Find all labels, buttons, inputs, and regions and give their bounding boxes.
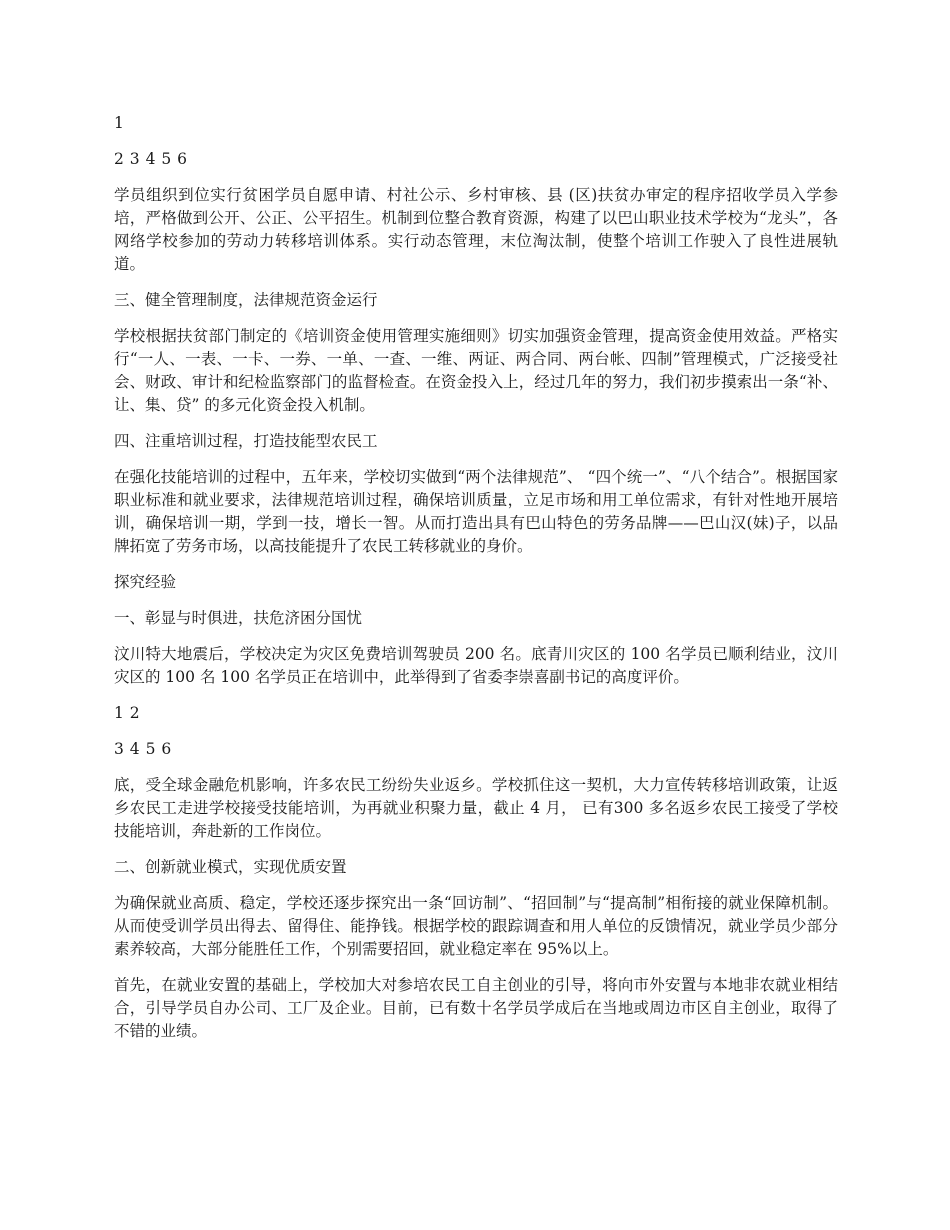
document-body: [114, 112, 838, 1056]
section-heading: 探究经验: [114, 573, 177, 591]
body-paragraph: 首先，在就业安置的基础上，学校加大对参培农民工自主创业的引导，将向市外安置与本地非农就业相结合，引导学员自办公司、工厂及企业。目前，已有数十名学员学成后在当地或周边市区自主创业，取得了不错的业绩。: [114, 976, 838, 1040]
body-paragraph: 为确保就业高质、稳定，学校还逐步探究出一条“回访制”、“招回制”与“提高制”相衔接的就业保障机制。从而使受训学员出得去、留得住、能挣钱。根据学校的跟踪调查和用人单位的反馈情况，就业学员少部分素养较高，大部分能胜任工作，个别需要招回，就业稳定率在 95%以上。: [114, 894, 838, 958]
body-paragraph: 学校根据扶贫部门制定的《培训资金使用管理实施细则》切实加强资金管理，提高资金使用效益。严格实行“一人、一表、一卡、一券、一单、一查、一维、两证、两合同、两台帐、四制”管理模式，广泛接受社会、财政、审计和纪检监察部门的监督检查。在资金投入上，经过几年的努力，我们初步摸索出一条“补、让、集、贷” 的多元化资金投入机制。: [114, 327, 838, 414]
page-number-line: 2 3 4 5 6: [114, 150, 188, 168]
section-heading: 二、创新就业模式，实现优质安置: [114, 858, 347, 876]
body-paragraph: 汶川特大地震后，学校决定为灾区免费培训驾驶员 200 名。底青川灾区的 100 名学员已顺利结业，汶川灾区的 100 名 100 名学员正在培训中，此举得到了省委李崇喜副书记的高度评价。: [114, 645, 838, 686]
body-paragraph: 学员组织到位实行贫困学员自愿申请、村社公示、乡村审核、县 (区)扶贫办审定的程序招收学员入学参培，严格做到公开、公正、公平招生。机制到位整合教育资源，构建了以巴山职业技术学校为“龙头”，各网络学校参加的劳动力转移培训体系。实行动态管理，末位淘汰制，使整个培训工作驶入了良性进展轨道。: [114, 186, 838, 273]
body-paragraph: 在强化技能培训的过程中，五年来，学校切实做到“两个法律规范”、 “四个统一”、“八个结合”。根据国家职业标准和就业要求，法律规范培训过程，确保培训质量，立足市场和用工单位需求，有针对性地开展培训，确保培训一期，学到一技，增长一智。从而打造出具有巴山特色的劳务品牌——巴山汉(妹)子，以品牌拓宽了劳务市场，以高技能提升了农民工转移就业的身价。: [114, 468, 838, 555]
section-heading: 一、彰显与时俱进，扶危济困分国忧: [114, 609, 363, 627]
body-paragraph: 底，受全球金融危机影响，许多农民工纷纷失业返乡。学校抓住这一契机，大力宣传转移培训政策，让返乡农民工走进学校接受技能培训，为再就业积聚力量，截止 4 月， 已有300 多名返乡农民工接受了学校技能培训，奔赴新的工作岗位。: [114, 776, 838, 840]
page-number-line: 1 2: [114, 704, 141, 722]
page-number-line: 1: [114, 114, 125, 132]
page-number-line: 3 4 5 6: [114, 740, 172, 758]
section-heading: 三、健全管理制度，法律规范资金运行: [114, 291, 378, 309]
section-heading: 四、注重培训过程，打造技能型农民工: [114, 432, 378, 450]
